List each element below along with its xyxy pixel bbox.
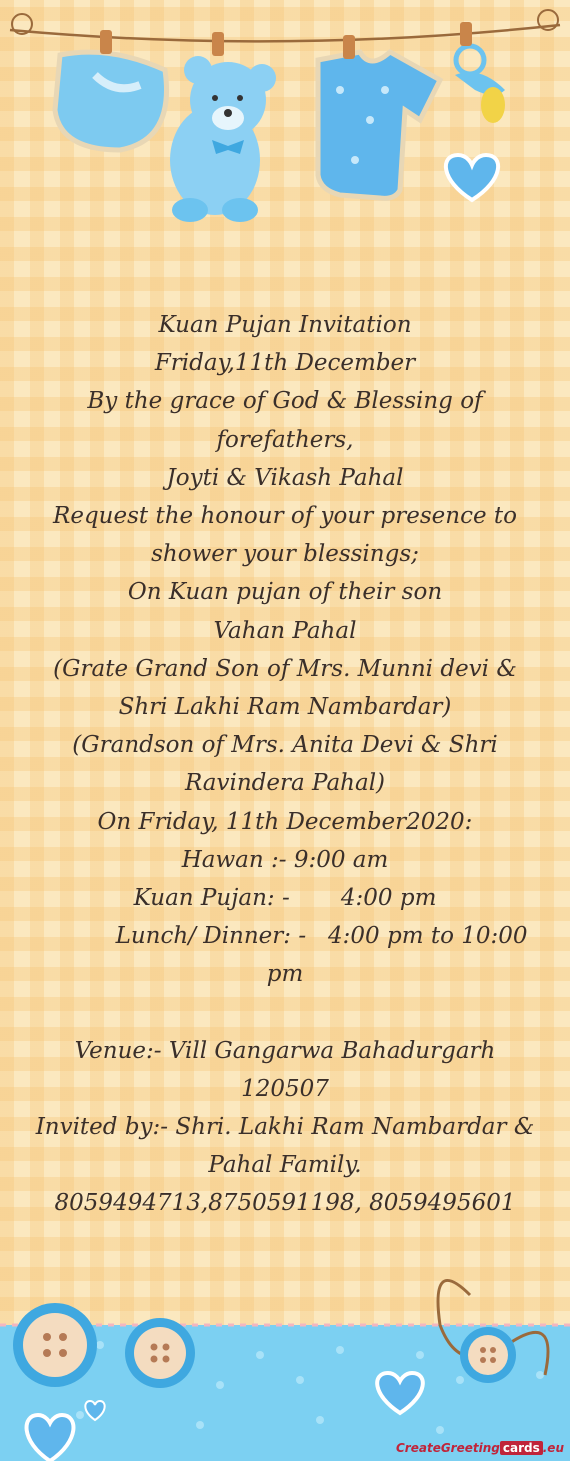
heart-icon [446,155,498,200]
event-date: On Friday, 11th December2020: [97,808,473,835]
invited-by: Invited by:- Shri. Lakhi Ram Nambardar & Pahal Family. [35,1114,542,1179]
contact-numbers: 8059494713,8750591198, 8059495601 [54,1190,516,1217]
bib-icon [55,30,167,150]
hawan-time: Hawan :- 9:00 am [181,846,389,873]
lunch-dinner-time: Lunch/ Dinner: - 4:00 pm to 10:00 pm [42,923,535,988]
son-name: Vahan Pahal [213,617,357,644]
bottom-decoration [0,1265,570,1461]
venue: Venue:- Vill Gangarwa Bahadurgarh 120507 [74,1037,503,1102]
onesie-icon [318,35,440,198]
button-icon [125,1318,195,1388]
brand-watermark [396,1441,564,1455]
kuan-pujan-time: Kuan Pujan: - 4:00 pm [133,885,437,912]
brand-box: cards [500,1441,543,1455]
teddy-bear-icon [170,32,276,222]
pacifier-icon [455,22,505,123]
invitation-message [30,306,540,1223]
brand-text: CreateGreeting [396,1441,500,1455]
invitation-date: Friday,11th December [154,350,416,377]
invitation-line: Request the honour of your presence to shower your blessings; [53,503,525,568]
invitation-line: (Grandson of Mrs. Anita Devi & Shri Ravindera Pahal) [72,732,506,797]
clothesline-decoration [0,0,570,240]
hosts-names: Joyti & Vikash Pahal [166,464,404,491]
button-icon [13,1303,97,1387]
invitation-title: Kuan Pujan Invitation [158,312,412,338]
blank-line [30,994,540,1032]
invitation-line: By the grace of God & Blessing of forefathers, [87,388,490,453]
clothesline-icon [10,10,560,41]
invitation-line: (Grate Grand Son of Mrs. Munni devi & Shri Lakhi Ram Nambardar) [53,655,525,721]
brand-suffix: .eu [542,1441,564,1455]
invitation-line: On Kuan pujan of their son [127,579,443,606]
